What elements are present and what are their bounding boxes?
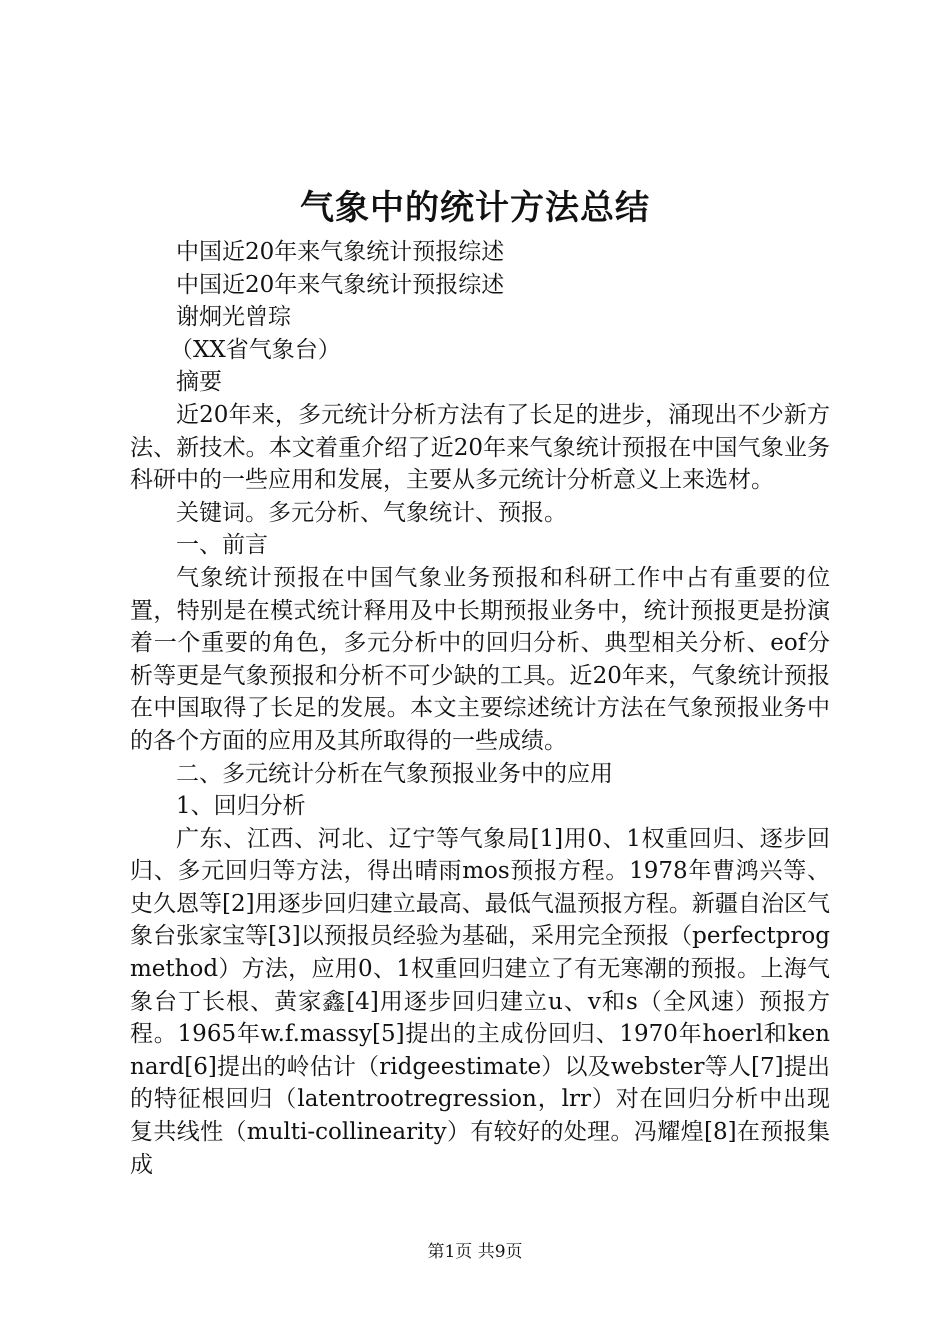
- regression-paragraph: 广东、江西、河北、辽宁等气象局[1]用0、1权重回归、逐步回归、多元回归等方法，得出晴雨mos预报方程。1978年曹鸿兴等、史久恩等[2]用逐步回归建立最高、最低气温预报方程。新疆自治区气象台张家宝等[3]以预报员经验为基础，采用完全预报（perfectprogmethod）方法，应用0、1权重回归建立了有无寒潮的预报。上海气象台丁长根、黄家鑫[4]用逐步回归建立u、v和s（全风速）预报方程。1965年w.f.massy[5]提出的主成份回归、1970年hoerl和kennard[6]提出的岭估计（ridgeestimate）以及webster等人[7]提出的特征根回归（latentrootregression，lrr）对在回归分析中出现复共线性（multi-collinearity）有较好的处理。冯耀煌[8]在预报集成: [130, 825, 830, 1178]
- page-number-footer: 第1页 共9页: [427, 1242, 523, 1262]
- section-heading-applications: 二、多元统计分析在气象预报业务中的应用: [176, 760, 613, 787]
- abstract-paragraph: 近20年来，多元统计分析方法有了长足的进步，涌现出不少新方法、新技术。本文着重介绍了近20年来气象统计预报在中国气象业务科研中的一些应用和发展，主要从多元统计分析意义上来选材。: [130, 401, 830, 494]
- affiliation-line: （XX省气象台）: [170, 336, 341, 363]
- abstract-heading: 摘要: [176, 369, 222, 396]
- document-title: 气象中的统计方法总结: [300, 188, 650, 228]
- authors-line: 谢炯光曾琮: [176, 304, 291, 331]
- subtitle-line-2: 中国近20年来气象统计预报综述: [176, 271, 505, 298]
- keywords-line: 关键词。多元分析、气象统计、预报。: [176, 499, 567, 526]
- subsection-heading-regression: 1、回归分析: [176, 793, 306, 820]
- section-heading-intro: 一、前言: [176, 532, 268, 559]
- intro-paragraph: 气象统计预报在中国气象业务预报和科研工作中占有重要的位置，特别是在模式统计释用及中长期预报业务中，统计预报更是扮演着一个重要的角色，多元分析中的回归分析、典型相关分析、eof分析等更是气象预报和分析不可少缺的工具。近20年来，气象统计预报在中国取得了长足的发展。本文主要综述统计方法在气象预报业务中的各个方面的应用及其所取得的一些成绩。: [130, 564, 830, 754]
- document-body: [130, 236, 830, 1181]
- subtitle-line-1: 中国近20年来气象统计预报综述: [176, 239, 505, 265]
